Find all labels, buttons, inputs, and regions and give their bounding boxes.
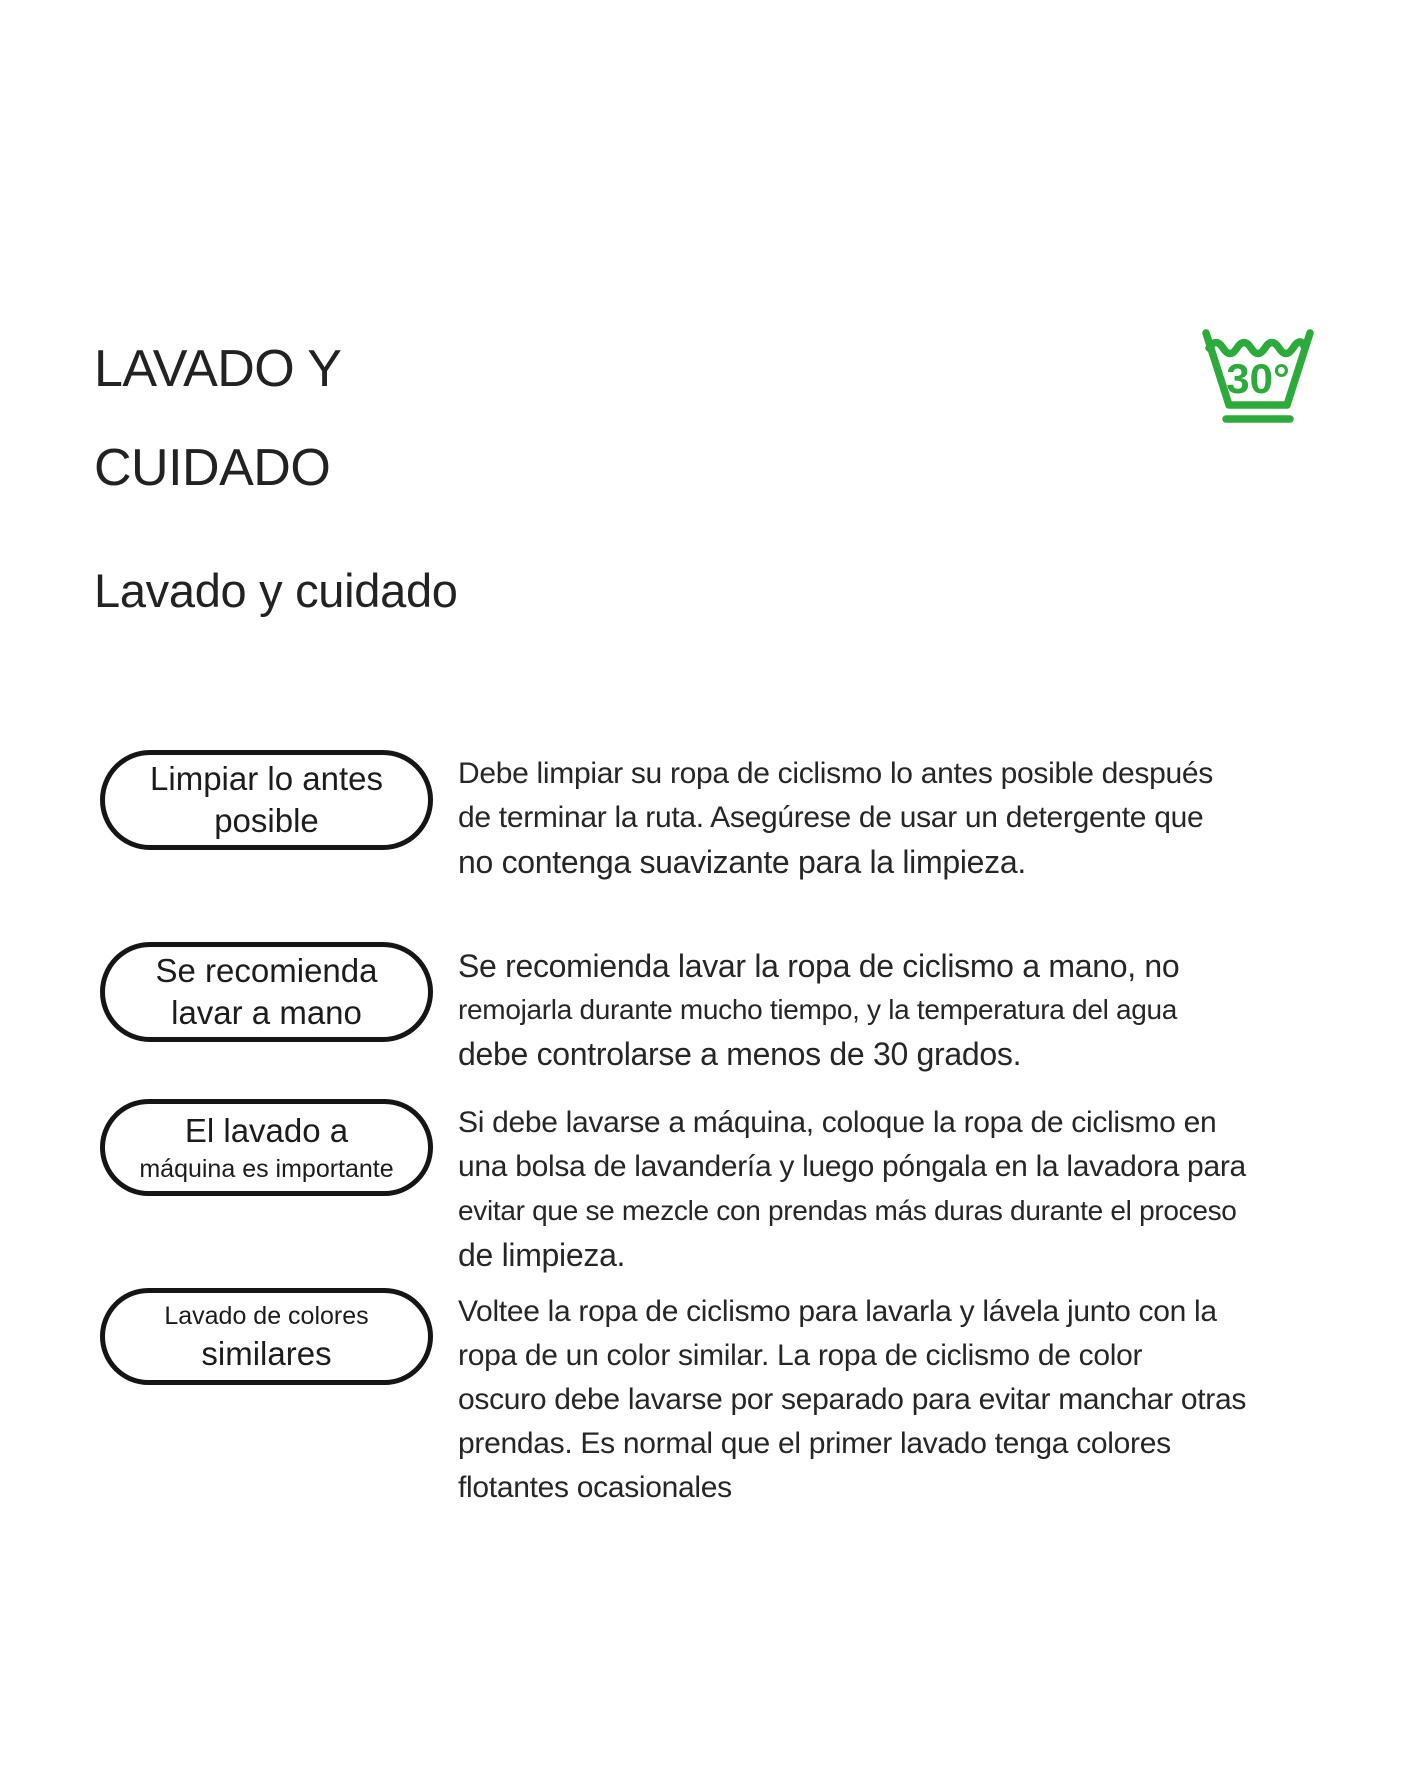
pill-label-line: Limpiar lo antes [150,760,383,797]
care-description [458,942,1370,1076]
care-label-pill [100,1288,433,1385]
care-description [458,1288,1370,1510]
pill-label-line: máquina es importante [139,1154,394,1183]
water-line [1209,342,1304,354]
care-description-line: debe controlarse a menos de 30 grados. [458,1036,1022,1072]
section-title: Lavado y cuidado [94,564,458,617]
pill-label-line: lavar a mano [171,994,362,1031]
page-title [94,320,341,518]
care-description-line: Debe limpiar su ropa de ciclismo lo antes posible después [458,757,1213,790]
care-instruction-row [100,1288,1370,1510]
care-instruction-list [100,750,1370,1510]
care-instruction-row [100,942,1370,1076]
care-description-line: no contenga suavizante para la limpieza. [458,844,1026,880]
care-label-pill [100,1099,433,1196]
page-title-line-1: LAVADO Y [94,340,342,398]
care-label-pill [100,750,433,850]
care-description-line: Voltee la ropa de ciclismo para lavarla y lávela junto con la [458,1295,1217,1328]
care-description-line: prendas. Es normal que el primer lavado tenga colores [458,1427,1171,1460]
care-description [458,750,1370,884]
care-description-line: Si debe lavarse a máquina, coloque la ropa de ciclismo en [458,1106,1217,1139]
pill-label-line: similares [201,1334,332,1372]
pill-label-line: Lavado de colores [164,1301,369,1330]
care-description-line: flotantes ocasionales [458,1471,732,1504]
care-description-line: de limpieza. [458,1237,626,1273]
care-description [458,1099,1370,1277]
pill-label-line: posible [214,802,319,839]
care-instruction-row [100,750,1370,884]
wash-30-icon [1192,326,1322,426]
care-description-line: una bolsa de lavandería y luego póngala en la lavadora para [458,1150,1246,1183]
care-instruction-row [100,1099,1370,1277]
page-title-line-2: CUIDADO [94,439,331,497]
care-description-line: Se recomienda lavar la ropa de ciclismo a mano, no [458,948,1180,984]
pill-label-line: El lavado a [184,1111,349,1149]
care-label-pill [100,942,433,1042]
pill-label-line: Se recomienda [155,952,378,989]
temperature-label: 30° [1226,355,1290,402]
care-description-line: oscuro debe lavarse por separado para evitar manchar otras [458,1383,1247,1416]
care-description-line: evitar que se mezcle con prendas más duras durante el proceso [458,1195,1237,1226]
care-description-line: remojarla durante mucho tiempo, y la temperatura del agua [458,994,1178,1025]
care-description-line: ropa de un color similar. La ropa de ciclismo de color [458,1339,1143,1372]
care-description-line: de terminar la ruta. Asegúrese de usar un detergente que [458,801,1204,834]
